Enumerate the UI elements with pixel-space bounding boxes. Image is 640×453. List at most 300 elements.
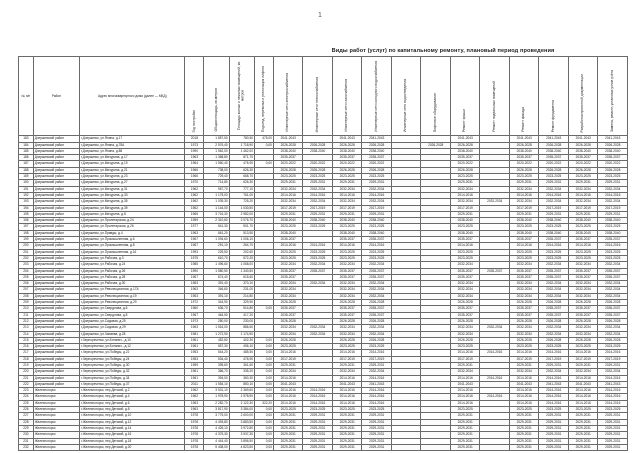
- table-cell: 3 972,80: [229, 425, 254, 431]
- table-cell: 2035-2037: [273, 155, 303, 161]
- table-cell: 2032-2034: [598, 287, 628, 293]
- table-cell: 1 006,10: [229, 237, 254, 243]
- table-cell: 2035-2037: [598, 237, 628, 243]
- table-cell: 626,30: [229, 180, 254, 186]
- col-header-roof-text: Ремонт крыши: [462, 108, 467, 132]
- table-cell: 871,70: [229, 155, 254, 161]
- col-header-foundation: [539, 57, 569, 136]
- table-cell: 476,90: [229, 356, 254, 362]
- table-cell: 2 576,40: [204, 142, 229, 148]
- table-cell: 2038-2040: [539, 230, 569, 236]
- table-cell: 2029-2031: [303, 438, 333, 444]
- table-cell: 2023-2025: [303, 224, 333, 230]
- table-cell: 2014-2016: [539, 192, 569, 198]
- col-header-res-area: [229, 57, 254, 136]
- table-cell: 2032-2034: [332, 325, 362, 331]
- table-cell: 2032-2034: [568, 331, 598, 337]
- table-cell: 2014-2016: [332, 350, 362, 356]
- table-cell: 2032-2034: [273, 325, 303, 331]
- table-cell: 2017-2019: [568, 356, 598, 362]
- table-cell: 1993: [185, 249, 204, 255]
- table-cell: 2035-2037: [273, 306, 303, 312]
- table-cell: 2023-2025: [273, 344, 303, 350]
- table-cell: Дзержинский район: [33, 274, 79, 280]
- table-cell: Дзержинский район: [33, 375, 79, 381]
- table-cell: 485,50: [229, 350, 254, 356]
- table-cell: 1978: [185, 438, 204, 444]
- table-cell: 2026-2028: [539, 300, 569, 306]
- table-cell: 2035-2037: [539, 237, 569, 243]
- table-cell: 2035-2037: [450, 306, 480, 312]
- table-cell: 2 982,00: [229, 211, 254, 217]
- table-cell: г.Дзержинск, ул.Мичурина, д.21: [80, 167, 185, 173]
- table-cell: 3 937,30: [229, 432, 254, 438]
- table-cell: 2035-2037: [568, 312, 598, 318]
- table-cell: 2026-2028: [273, 318, 303, 324]
- table-cell: 2038-2040: [273, 218, 303, 224]
- table-cell: Дзержинский район: [33, 306, 79, 312]
- table-cell: 1967: [185, 237, 204, 243]
- table-cell: Дзержинский район: [33, 180, 79, 186]
- table-cell: 1978: [185, 413, 204, 419]
- table-cell: 2026-2028: [332, 337, 362, 343]
- table-cell: 1 272,90: [204, 331, 229, 337]
- table-cell: 2032-2034: [450, 199, 480, 205]
- table-cell: г.Дзержинск, ул.Мичурина, д.23: [80, 174, 185, 180]
- table-cell: 2020-2022: [362, 161, 392, 167]
- table-cell: 2017-2019: [450, 356, 480, 362]
- table-cell: 1975: [185, 255, 204, 261]
- table-cell: 2014-2016: [332, 192, 362, 198]
- table-cell: 2023-2025: [273, 224, 303, 230]
- table-cell: 2014-2016: [362, 388, 392, 394]
- table-cell: 2035-2037: [509, 274, 539, 280]
- table-cell: 2017-2019: [598, 356, 628, 362]
- table-cell: 2023-2025: [303, 174, 333, 180]
- table-cell: 2032-2034: [509, 293, 539, 299]
- table-cell: 2023-2025: [598, 407, 628, 413]
- table-cell: 2020-2022: [568, 161, 598, 167]
- table-cell: 2041-2043: [450, 381, 480, 387]
- table-cell: 4 426,10: [204, 425, 229, 431]
- table-cell: 222: [19, 381, 34, 387]
- table-cell: 2035-2037: [332, 306, 362, 312]
- table-cell: 2029-2031: [509, 432, 539, 438]
- table-cell: 2029-2031: [450, 425, 480, 431]
- table-cell: 2026-2028: [450, 337, 480, 343]
- table-cell: 228: [19, 419, 34, 425]
- table-cell: Дзержинский район: [33, 167, 79, 173]
- table-cell: 2032-2034: [332, 287, 362, 293]
- table-cell: 209: [19, 300, 34, 306]
- table-cell: 2032-2034: [273, 186, 303, 192]
- table-cell: 2014-2016: [509, 243, 539, 249]
- table-cell: 2014-2016: [539, 388, 569, 394]
- table-cell: г.Дзержинск, ул.Мичурина, д.27: [80, 180, 185, 186]
- table-cell: 1 462,00: [229, 148, 254, 154]
- table-cell: 738,00: [204, 167, 229, 173]
- table-cell: 2017-2019: [568, 205, 598, 211]
- table-cell: 2035-2037: [509, 237, 539, 243]
- table-cell: 2014-2016: [303, 394, 333, 400]
- table-cell: 394,00: [204, 375, 229, 381]
- table-cell: 2032-2034: [568, 325, 598, 331]
- table-cell: 250,00: [204, 318, 229, 324]
- table-cell: 2029-2031: [450, 432, 480, 438]
- table-cell: 2014-2016: [450, 388, 480, 394]
- table-cell: 2023-2025: [568, 249, 598, 255]
- table-cell: 329,90: [229, 300, 254, 306]
- col-header-drain-text: Инженерные сети водоотведения: [403, 79, 408, 132]
- table-cell: 2032-2034: [450, 186, 480, 192]
- table-cell: 2014-2016: [539, 243, 569, 249]
- table-cell: 2038-2040: [362, 230, 392, 236]
- table-cell: 1 094,60: [204, 237, 229, 243]
- table-cell: 1 496,60: [204, 262, 229, 268]
- table-cell: 2032-2034: [273, 287, 303, 293]
- register-table: [18, 56, 628, 451]
- col-header-year: [185, 57, 204, 136]
- table-cell: 2023-2025: [509, 174, 539, 180]
- table-cell: 2029-2031: [539, 438, 569, 444]
- table-cell: 2029-2031: [273, 425, 303, 431]
- table-cell: 886,60: [229, 325, 254, 331]
- table-cell: 2017-2019: [539, 205, 569, 211]
- table-cell: 850,10: [229, 381, 254, 387]
- table-cell: 2029-2031: [539, 180, 569, 186]
- table-cell: 2035-2037: [568, 274, 598, 280]
- table-cell: 476,90: [229, 161, 254, 167]
- table-cell: 2035-2037: [362, 268, 392, 274]
- table-cell: 5 408,00: [204, 444, 229, 450]
- table-cell: 2023-2025: [509, 224, 539, 230]
- table-cell: 2014-2016: [598, 243, 628, 249]
- table-cell: 2026-2028: [332, 300, 362, 306]
- table-cell: 198: [19, 230, 34, 236]
- table-cell: г.Чернореченск, ул.Ботанич., д.12: [80, 344, 185, 350]
- table-cell: Дзержинский район: [33, 136, 79, 142]
- table-cell: 2029-2031: [598, 413, 628, 419]
- table-cell: 2029-2031: [509, 425, 539, 431]
- table-cell: 187: [19, 161, 34, 167]
- table-cell: 2026-2028: [509, 300, 539, 306]
- table-cell: 0,00: [254, 388, 273, 394]
- table-cell: 0,00: [254, 337, 273, 343]
- table-cell: Дзержинский район: [33, 230, 79, 236]
- table-cell: 1961: [185, 369, 204, 375]
- table-cell: 220: [19, 369, 34, 375]
- table-cell: 1963: [185, 287, 204, 293]
- table-cell: г.Железногорск, пер.Детский, д.14: [80, 425, 185, 431]
- table-cell: 195: [19, 211, 34, 217]
- table-cell: 2023-2025: [273, 249, 303, 255]
- table-cell: 199: [19, 237, 34, 243]
- table-cell: 2029-2031: [509, 438, 539, 444]
- table-cell: 2041-2043: [539, 381, 569, 387]
- table-cell: 2032-2034: [303, 262, 333, 268]
- table-cell: 2020-2022: [509, 161, 539, 167]
- table-cell: 2023-2025: [303, 255, 333, 261]
- table-cell: 2032-2034: [598, 199, 628, 205]
- table-cell: 2035-2037: [273, 274, 303, 280]
- table-cell: 2032-2034: [362, 325, 392, 331]
- table-cell: 2017-2019: [303, 205, 333, 211]
- table-cell: 2038-2040: [303, 148, 333, 154]
- table-cell: г.Чернореченск, ул.Победы, д.24: [80, 356, 185, 362]
- table-cell: 2023-2025: [539, 249, 569, 255]
- table-cell: 572,20: [229, 255, 254, 261]
- table-cell: 1 068,00: [229, 262, 254, 268]
- table-cell: Дзержинский район: [33, 262, 79, 268]
- table-cell: 2029-2031: [303, 425, 333, 431]
- table-cell: г.Дзержинск, ул.Свердлова, д.8: [80, 312, 185, 318]
- table-cell: 2035-2037: [539, 155, 569, 161]
- table-cell: 2026-2028: [450, 318, 480, 324]
- table-cell: 2032-2034: [509, 287, 539, 293]
- table-cell: г.Дзержинск, ул.Революционная, д.19: [80, 293, 185, 299]
- table-cell: 2035-2037: [362, 274, 392, 280]
- table-cell: Дзержинский район: [33, 142, 79, 148]
- table-cell: 2014-2016: [509, 192, 539, 198]
- table-cell: 210: [19, 306, 34, 312]
- table-cell: Дзержинский район: [33, 381, 79, 387]
- table-cell: 2032-2034: [332, 186, 362, 192]
- table-cell: 225: [19, 400, 34, 406]
- table-cell: 2029-2031: [450, 211, 480, 217]
- header-row: [19, 57, 628, 136]
- table-cell: 2023-2025: [362, 344, 392, 350]
- table-cell: 200: [19, 243, 34, 249]
- table-cell: 0,00: [254, 438, 273, 444]
- table-cell: 190: [19, 180, 34, 186]
- table-cell: 2038-2040: [450, 148, 480, 154]
- table-cell: 2026-2028: [332, 142, 362, 148]
- table-cell: 1 175,00: [204, 192, 229, 198]
- table-cell: 219: [19, 362, 34, 368]
- table-cell: 2023-2025: [332, 407, 362, 413]
- table-cell: 557,30: [204, 344, 229, 350]
- table-cell: 2032-2034: [539, 331, 569, 337]
- table-cell: 2014-2016: [332, 400, 362, 406]
- table-cell: 2026-2028: [568, 167, 598, 173]
- table-cell: 2018: [185, 136, 204, 142]
- table-cell: 0,00: [254, 394, 273, 400]
- table-cell: 2035-2037: [539, 306, 569, 312]
- table-cell: 2026-2028: [273, 300, 303, 306]
- table-cell: 668,70: [229, 174, 254, 180]
- table-cell: 2017-2019: [539, 356, 569, 362]
- table-cell: 2029-2031: [568, 211, 598, 217]
- table-cell: Дзержинский район: [33, 211, 79, 217]
- table-cell: 2032-2034: [450, 262, 480, 268]
- table-cell: 4 444,40: [204, 438, 229, 444]
- table-cell: 203: [19, 262, 34, 268]
- table-cell: 2032-2034: [332, 262, 362, 268]
- table-cell: 361,60: [229, 362, 254, 368]
- col-header-design: [568, 57, 598, 136]
- table-cell: 2038-2040: [273, 148, 303, 154]
- table-cell: 3 883,50: [229, 419, 254, 425]
- table-cell: 2029-2031: [450, 444, 480, 450]
- table-cell: 2029-2031: [273, 362, 303, 368]
- table-cell: 2035-2037: [539, 274, 569, 280]
- table-cell: 1963: [185, 230, 204, 236]
- table-cell: 2029-2031: [450, 180, 480, 186]
- table-cell: 2014-2016: [568, 192, 598, 198]
- table-cell: Дзержинский район: [33, 155, 79, 161]
- table-cell: 610,70: [204, 255, 229, 261]
- table-cell: 0,00: [254, 425, 273, 431]
- table-cell: 0,00: [254, 419, 273, 425]
- table-cell: 2032-2034: [362, 262, 392, 268]
- table-cell: 188: [19, 167, 34, 173]
- table-cell: 2029-2031: [568, 180, 598, 186]
- table-cell: 2026-2028: [303, 167, 333, 173]
- table-cell: 2014-2016: [509, 400, 539, 406]
- table-cell: 2035-2037: [568, 155, 598, 161]
- table-cell: г.Дзержинск, ул.Рабочая, д.30: [80, 281, 185, 287]
- table-cell: 2032-2034: [362, 293, 392, 299]
- table-cell: 2032-2034: [509, 331, 539, 337]
- table-cell: 264,70: [229, 243, 254, 249]
- table-cell: 2014-2016: [450, 400, 480, 406]
- table-cell: 335,20: [229, 369, 254, 375]
- table-cell: 2032-2034: [539, 199, 569, 205]
- table-cell: г.Дзержинск, ул.Промышленная, д.8: [80, 243, 185, 249]
- table-cell: 2032-2034: [539, 262, 569, 268]
- table-cell: 2026-2028: [332, 318, 362, 324]
- table-cell: 3 896,50: [229, 438, 254, 444]
- table-cell: 2038-2040: [450, 230, 480, 236]
- table-cell: 213: [19, 325, 34, 331]
- table-cell: 2032-2034: [598, 369, 628, 375]
- col-header-roof: [450, 57, 480, 136]
- table-cell: 2029-2031: [332, 362, 362, 368]
- table-cell: 475,00: [254, 136, 273, 142]
- table-cell: 2038-2040: [539, 148, 569, 154]
- col-header-power-text: Инженерные сети электроснабжения: [285, 73, 290, 132]
- table-cell: 1963: [185, 400, 204, 406]
- table-cell: Железногорск: [33, 388, 79, 394]
- table-cell: 2035-2037: [539, 312, 569, 318]
- table-cell: 2035-2037: [450, 237, 480, 243]
- table-cell: 216: [19, 344, 34, 350]
- table-cell: 2023-2025: [362, 407, 392, 413]
- table-cell: 0,00: [254, 350, 273, 356]
- table-cell: 729,40: [204, 174, 229, 180]
- table-cell: Дзержинский район: [33, 331, 79, 337]
- table-cell: 2032-2034: [509, 262, 539, 268]
- table-cell: 2017-2019: [450, 205, 480, 211]
- table-cell: 2038-2040: [568, 230, 598, 236]
- table-cell: г.Дзержинск, ул.Революционная, д.17А: [80, 287, 185, 293]
- table-cell: 2032-2034: [450, 369, 480, 375]
- table-cell: 2029-2031: [598, 362, 628, 368]
- table-cell: 2041-2043: [362, 381, 392, 387]
- table-cell: г.Железногорск, пер.Детский, д.20: [80, 444, 185, 450]
- table-cell: 2038-2040: [303, 218, 333, 224]
- col-header-lifts: [421, 57, 451, 136]
- table-cell: 2041-2043: [273, 381, 303, 387]
- table-cell: 2035-2037: [568, 268, 598, 274]
- table-cell: 2032-2034: [539, 287, 569, 293]
- table-cell: 2023-2025: [539, 407, 569, 413]
- table-cell: 1990: [185, 268, 204, 274]
- table-cell: 2023-2025: [598, 174, 628, 180]
- table-cell: 2032-2034: [362, 287, 392, 293]
- table-cell: 2023-2025: [303, 407, 333, 413]
- table-cell: 2032-2034: [332, 369, 362, 375]
- table-cell: 3 384,00: [229, 407, 254, 413]
- table-cell: 2029-2031: [539, 362, 569, 368]
- table-cell: Железногорск: [33, 394, 79, 400]
- table-cell: 0,00: [254, 432, 273, 438]
- table-cell: 2026-2028: [539, 142, 569, 148]
- table-cell: 2029-2031: [273, 413, 303, 419]
- table-cell: 2032-2034: [568, 186, 598, 192]
- table-cell: 395,60: [204, 362, 229, 368]
- table-cell: 1960: [185, 306, 204, 312]
- table-cell: г.Дзержинск, ул.Пролетарская, д.26: [80, 224, 185, 230]
- table-cell: 2029-2031: [568, 362, 598, 368]
- col-header-coldwater: [362, 57, 392, 136]
- table-cell: 2029-2031: [509, 419, 539, 425]
- table-cell: 2026-2028: [450, 142, 480, 148]
- table-cell: 2029-2031: [568, 425, 598, 431]
- table-cell: 2041-2043: [332, 136, 362, 142]
- table-cell: 2029-2031: [539, 432, 569, 438]
- table-cell: Дзержинский район: [33, 249, 79, 255]
- table-cell: 2029-2031: [568, 438, 598, 444]
- table-cell: 2 369,60: [229, 388, 254, 394]
- table-cell: 2014-2016: [273, 350, 303, 356]
- table-cell: 2014-2016: [480, 394, 510, 400]
- table-cell: 501,70: [229, 224, 254, 230]
- table-cell: г.Железногорск, пер.Детский, д.4: [80, 394, 185, 400]
- table-cell: Железногорск: [33, 438, 79, 444]
- table-cell: 2014-2016: [598, 394, 628, 400]
- table-cell: 2026-2028: [598, 318, 628, 324]
- table-cell: 1962: [185, 199, 204, 205]
- table-cell: 2041-2043: [598, 381, 628, 387]
- col-header-meters: [598, 57, 628, 136]
- table-cell: 2014-2016: [332, 394, 362, 400]
- table-cell: 2032-2034: [598, 281, 628, 287]
- table-cell: 189: [19, 174, 34, 180]
- table-cell: 2035-2037: [539, 268, 569, 274]
- table-cell: 2026-2028: [273, 337, 303, 343]
- table-cell: 0,00: [254, 407, 273, 413]
- table-cell: 2029-2031: [539, 419, 569, 425]
- table-cell: [480, 444, 510, 450]
- table-cell: 2029-2031: [598, 211, 628, 217]
- table-cell: 2035-2037: [332, 274, 362, 280]
- table-cell: 2026-2028: [303, 142, 333, 148]
- table-cell: 1965: [185, 211, 204, 217]
- table-cell: 206: [19, 281, 34, 287]
- table-cell: 2023-2025: [539, 174, 569, 180]
- table-cell: 2020-2022: [332, 161, 362, 167]
- col-header-total-area-text: Общая площадь, кв.метров: [213, 88, 218, 132]
- table-cell: 2035-2037: [480, 268, 510, 274]
- table-cell: 2014-2016: [598, 388, 628, 394]
- table-cell: 2023-2025: [362, 224, 392, 230]
- table-cell: 1953: [185, 350, 204, 356]
- table-cell: 2038-2040: [362, 148, 392, 154]
- table-cell: 2035-2037: [450, 155, 480, 161]
- table-cell: 2038-2040: [509, 230, 539, 236]
- table-cell: 2038-2040: [598, 218, 628, 224]
